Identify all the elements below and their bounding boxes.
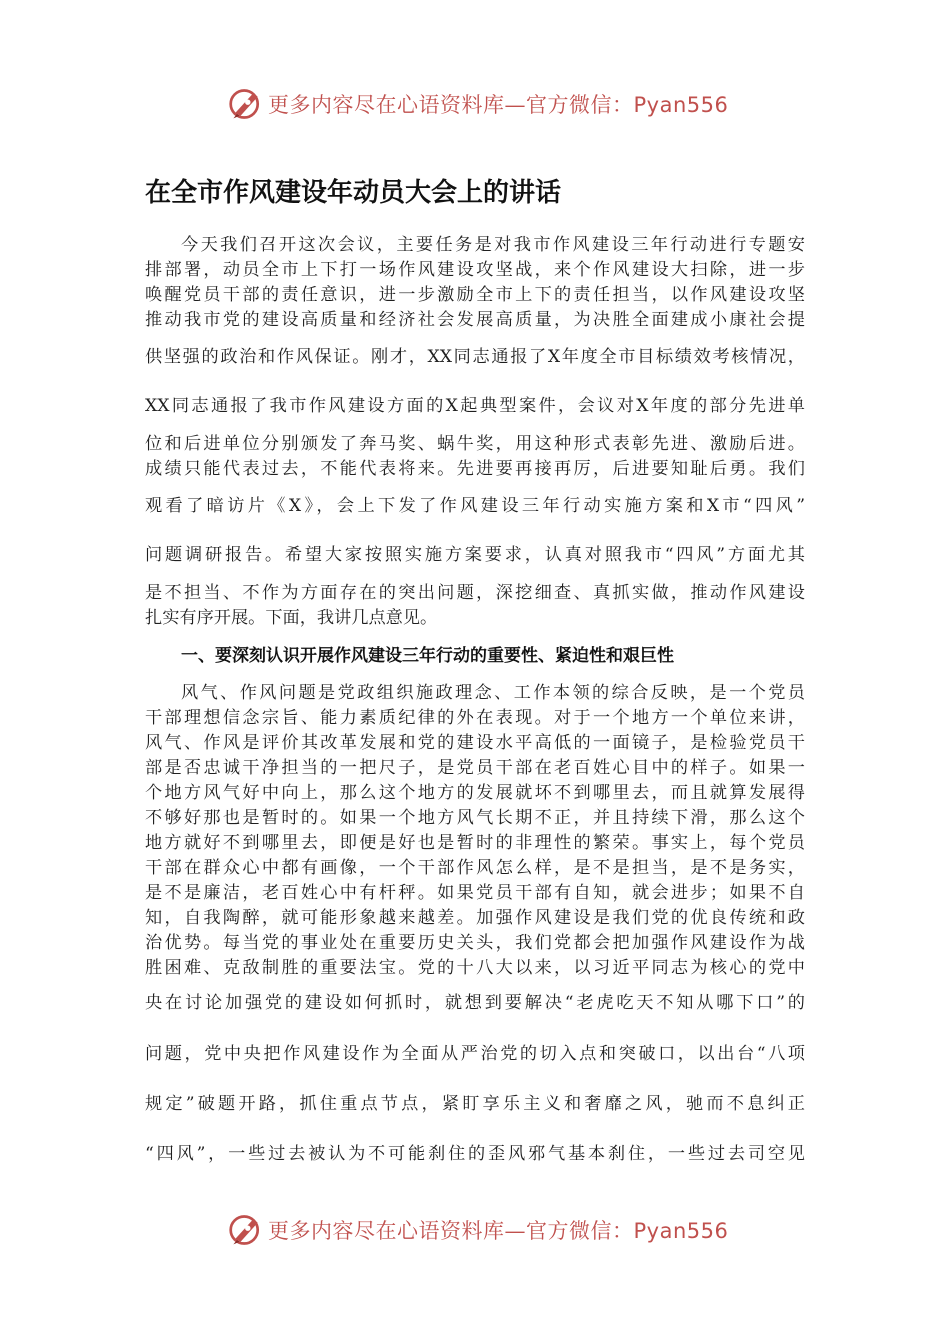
intro-line: 观看了暗访片《X》，会上下发了作风建设三年行动实施方案和X市“四风”	[145, 496, 805, 516]
body-line: 风气、作风是评价其改革发展和党的建设水平高低的一面镜子，是检验党员干	[145, 733, 805, 753]
banner-text	[268, 89, 728, 119]
body-line: 规定”破题开路，抓住重点节点，紧盯享乐主义和奢靡之风，驰而不息纠正	[145, 1094, 805, 1114]
body-line: 干部理想信念宗旨、能力素质纪律的外在表现。对于一个地方一个单位来讲，	[145, 708, 805, 728]
body-line: “四风”，一些过去被认为不可能刹住的歪风邪气基本刹住，一些过去司空见	[145, 1144, 805, 1164]
intro-line: 问题调研报告。希望大家按照实施方案要求，认真对照我市“四风”方面尤其	[145, 545, 805, 565]
body-line: 治优势。每当党的事业处在重要历史关头，我们党都会把加强作风建设作为战	[145, 933, 805, 953]
body-line: 个地方风气好中向上，那么这个地方的发展就坏不到哪里去，而且就算发展得	[145, 783, 805, 803]
body-line: 干部在群众心中都有画像，一个干部作风怎么样，是不是担当，是不是务实，	[145, 858, 805, 878]
body-line: 胜困难、克敌制胜的重要法宝。党的十八大以来，以习近平同志为核心的党中	[145, 958, 805, 978]
intro-line: 是不担当、不作为方面存在的突出问题，深挖细查、真抓实做，推动作风建设	[145, 583, 805, 603]
pen-logo-icon	[228, 1212, 264, 1248]
header-banner	[228, 84, 748, 124]
body-line: 部是否忠诚干净担当的一把尺子，是党员干部在老百姓心目中的样子。如果一	[145, 758, 805, 778]
banner-text	[268, 1215, 728, 1245]
intro-line: 推动我市党的建设高质量和经济社会发展高质量，为决胜全面建成小康社会提	[145, 310, 805, 330]
body-line: 知，自我陶醉，就可能形象越来越差。加强作风建设是我们党的优良传统和政	[145, 908, 805, 928]
body-line: 是不是廉洁，老百姓心中有杆秤。如果党员干部有自知，就会进步；如果不自	[145, 883, 805, 903]
body-line: 地方就好不到哪里去，即便是好也是暂时的非理性的繁荣。事实上，每个党员	[145, 833, 805, 853]
banner-text-main: 更多内容尽在心语资料库—官方微信：	[268, 93, 634, 117]
footer-banner	[228, 1210, 748, 1250]
document-title: 在全市作风建设年动员大会上的讲话	[145, 178, 562, 208]
intro-line: 唤醒党员干部的责任意识，进一步激励全市上下的责任担当，以作风建设攻坚	[145, 285, 805, 305]
body-line: 央在讨论加强党的建设如何抓时，就想到要解决“老虎吃天不知从哪下口”的	[145, 993, 805, 1013]
body-line: 不够好那也是暂时的。如果一个地方风气长期不正，并且持续下滑，那么这个	[145, 808, 805, 828]
intro-line: 今天我们召开这次会议，主要任务是对我市作风建设三年行动进行专题安	[181, 235, 805, 255]
body-line: 问题，党中央把作风建设作为全面从严治党的切入点和突破口，以出台“八项	[145, 1044, 805, 1064]
pen-logo-icon	[228, 86, 264, 122]
banner-text-main: 更多内容尽在心语资料库—官方微信：	[268, 1219, 634, 1243]
banner-wechat-id: Pyan556	[633, 93, 729, 117]
banner-wechat-id: Pyan556	[633, 1219, 729, 1243]
intro-line: 扎实有序开展。下面，我讲几点意见。	[145, 608, 438, 628]
intro-line: 供坚强的政治和作风保证。刚才，XX同志通报了X年度全市目标绩效考核情况，	[145, 347, 805, 367]
intro-line: XX同志通报了我市作风建设方面的X起典型案件，会议对X年度的部分先进单	[145, 396, 805, 416]
body-line: 风气、作风问题是党政组织施政理念、工作本领的综合反映，是一个党员	[181, 683, 805, 703]
intro-line: 成绩只能代表过去，不能代表将来。先进要再接再厉，后进要知耻后勇。我们	[145, 459, 805, 479]
intro-line: 排部署，动员全市上下打一场作风建设攻坚战，来个作风建设大扫除，进一步	[145, 260, 805, 280]
intro-line: 位和后进单位分别颁发了奔马奖、蜗牛奖，用这种形式表彰先进、激励后进。	[145, 434, 805, 454]
section-heading: 一、要深刻认识开展作风建设三年行动的重要性、紧迫性和艰巨性	[181, 646, 674, 666]
